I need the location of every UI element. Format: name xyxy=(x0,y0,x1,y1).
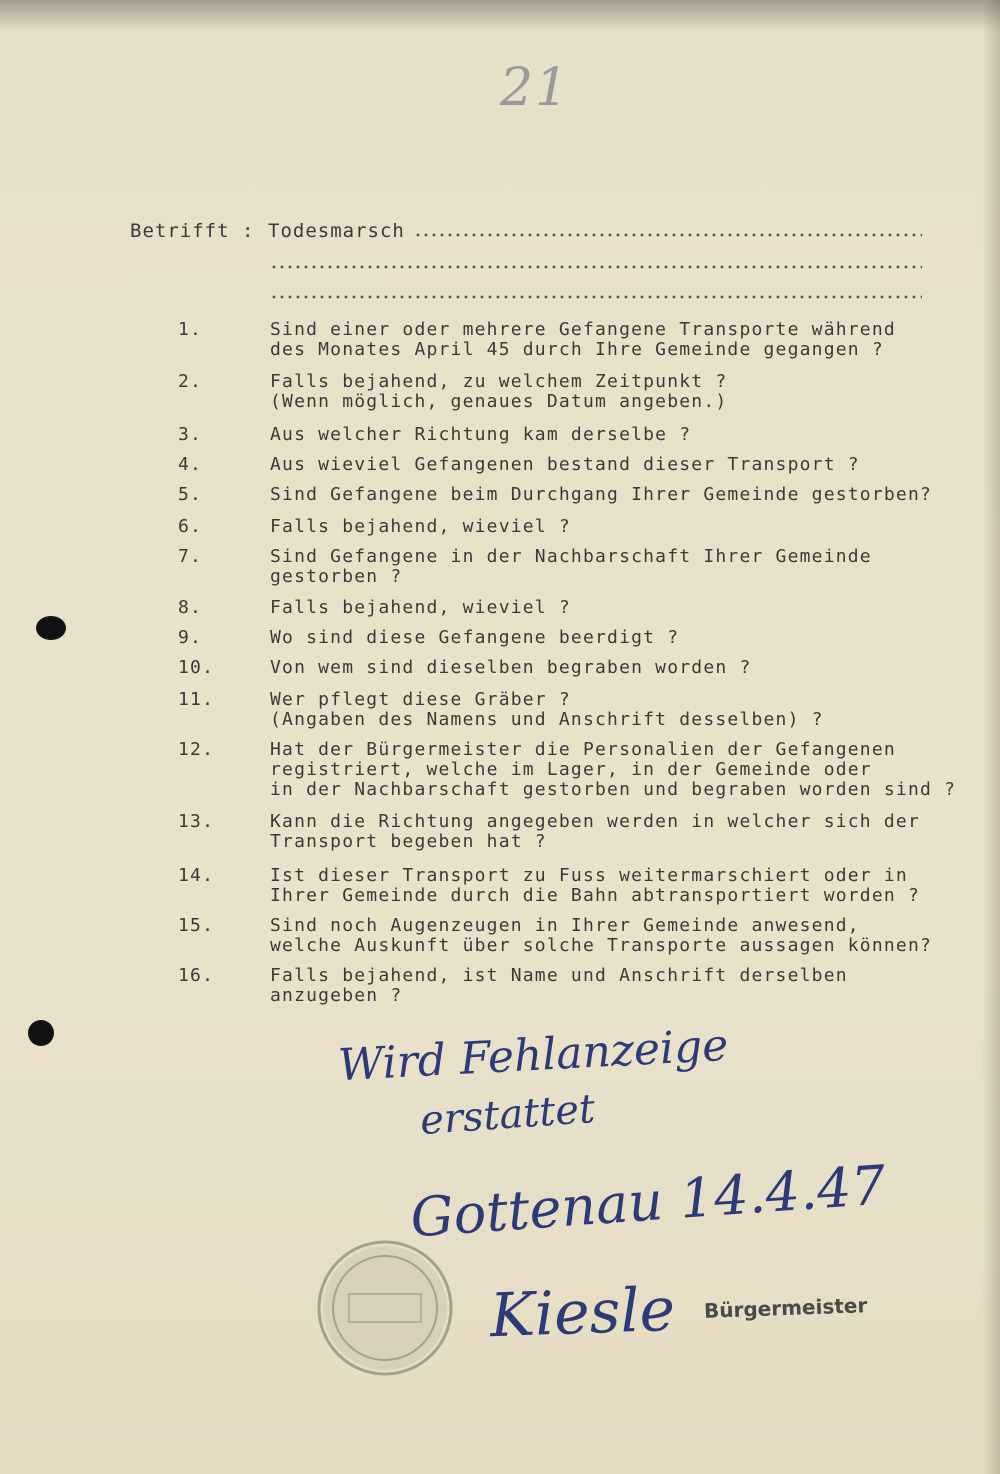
question-number: 14. xyxy=(178,865,215,886)
question-number: 11. xyxy=(178,689,215,710)
question-item xyxy=(178,916,958,956)
question-text: Falls bejahend, ist Name und Anschrift derselben anzugeben ? xyxy=(270,965,848,1006)
question-number: 7. xyxy=(178,546,203,567)
question-text: Wo sind diese Gefangene beerdigt ? xyxy=(270,627,680,648)
handwritten-place-date: Gottenau 14.4.47 xyxy=(408,1153,888,1250)
question-number: 15. xyxy=(178,915,215,936)
question-item xyxy=(178,547,958,587)
question-text: Wer pflegt diese Gräber ? (Angaben des Namens und Anschrift desselben) ? xyxy=(270,689,824,730)
question-text: Sind einer oder mehrere Gefangene Transporte während des Monates April 45 durch Ihre Gemeinde gegangen ? xyxy=(270,319,896,360)
question-number: 10. xyxy=(178,657,215,678)
question-text: Kann die Richtung angegeben werden in welcher sich der Transport begeben hat ? xyxy=(270,811,920,852)
question-number: 13. xyxy=(178,811,215,832)
question-number: 4. xyxy=(178,454,203,475)
question-item xyxy=(178,425,958,445)
question-text: Falls bejahend, wieviel ? xyxy=(270,516,571,537)
question-number: 9. xyxy=(178,627,203,648)
question-text: Falls bejahend, wieviel ? xyxy=(270,597,571,618)
question-text: Aus welcher Richtung kam derselbe ? xyxy=(270,424,692,445)
handwritten-note-line1: Wird Fehlanzeige xyxy=(336,1019,730,1092)
question-item xyxy=(178,740,958,800)
subject-label: Betrifft : xyxy=(130,220,255,242)
question-item xyxy=(178,320,958,360)
punch-hole-upper xyxy=(36,616,66,640)
paper-edge xyxy=(982,0,1000,1474)
question-number: 16. xyxy=(178,965,215,986)
question-text: Falls bejahend, zu welchem Zeitpunkt ? (Wenn möglich, genaues Datum angeben.) xyxy=(270,371,728,412)
question-item xyxy=(178,812,958,852)
mayor-title: Bürgermeister xyxy=(703,1293,868,1323)
question-item xyxy=(178,866,958,906)
municipal-seal-stamp xyxy=(315,1238,455,1378)
question-number: 5. xyxy=(178,484,203,505)
question-item xyxy=(178,628,958,648)
dotted-fill-line xyxy=(270,265,922,269)
question-number: 8. xyxy=(178,597,203,618)
question-item xyxy=(178,372,958,412)
question-item xyxy=(178,690,958,730)
question-text: Aus wieviel Gefangenen bestand dieser Transport ? xyxy=(270,454,860,475)
question-text: Sind noch Augenzeugen in Ihrer Gemeinde anwesend, welche Auskunft über solche Transporte aussagen können? xyxy=(270,915,933,956)
question-number: 6. xyxy=(178,516,203,537)
question-item xyxy=(178,598,958,618)
question-number: 1. xyxy=(178,319,203,340)
question-text: Ist dieser Transport zu Fuss weitermarschiert oder in Ihrer Gemeinde durch die Bahn abtransportiert worden ? xyxy=(270,865,920,906)
scan-shadow xyxy=(0,0,1000,30)
question-item xyxy=(178,517,958,537)
question-number: 3. xyxy=(178,424,203,445)
dotted-fill-line xyxy=(414,233,922,237)
dotted-fill-line xyxy=(270,295,922,299)
question-item xyxy=(178,966,958,1006)
question-item xyxy=(178,455,958,475)
handwritten-note-line2: erstattet xyxy=(418,1085,597,1145)
folio-number: 21 xyxy=(500,58,571,118)
question-item xyxy=(178,658,958,678)
question-number: 12. xyxy=(178,739,215,760)
question-item xyxy=(178,485,958,505)
subject-value: Todesmarsch xyxy=(268,220,405,242)
question-text: Hat der Bürgermeister die Personalien der Gefangenen registriert, welche im Lager, in der Gemeinde oder in der Nachbarschaft gestorben und begraben worden sind ? xyxy=(270,739,957,800)
subject-line xyxy=(130,220,405,242)
question-number: 2. xyxy=(178,371,203,392)
question-text: Sind Gefangene beim Durchgang Ihrer Gemeinde gestorben? xyxy=(270,484,933,505)
question-text: Von wem sind dieselben begraben worden ? xyxy=(270,657,752,678)
mayor-signature: Kiesle xyxy=(488,1274,677,1352)
punch-hole-lower xyxy=(28,1020,54,1046)
question-text: Sind Gefangene in der Nachbarschaft Ihrer Gemeinde gestorben ? xyxy=(270,546,872,587)
